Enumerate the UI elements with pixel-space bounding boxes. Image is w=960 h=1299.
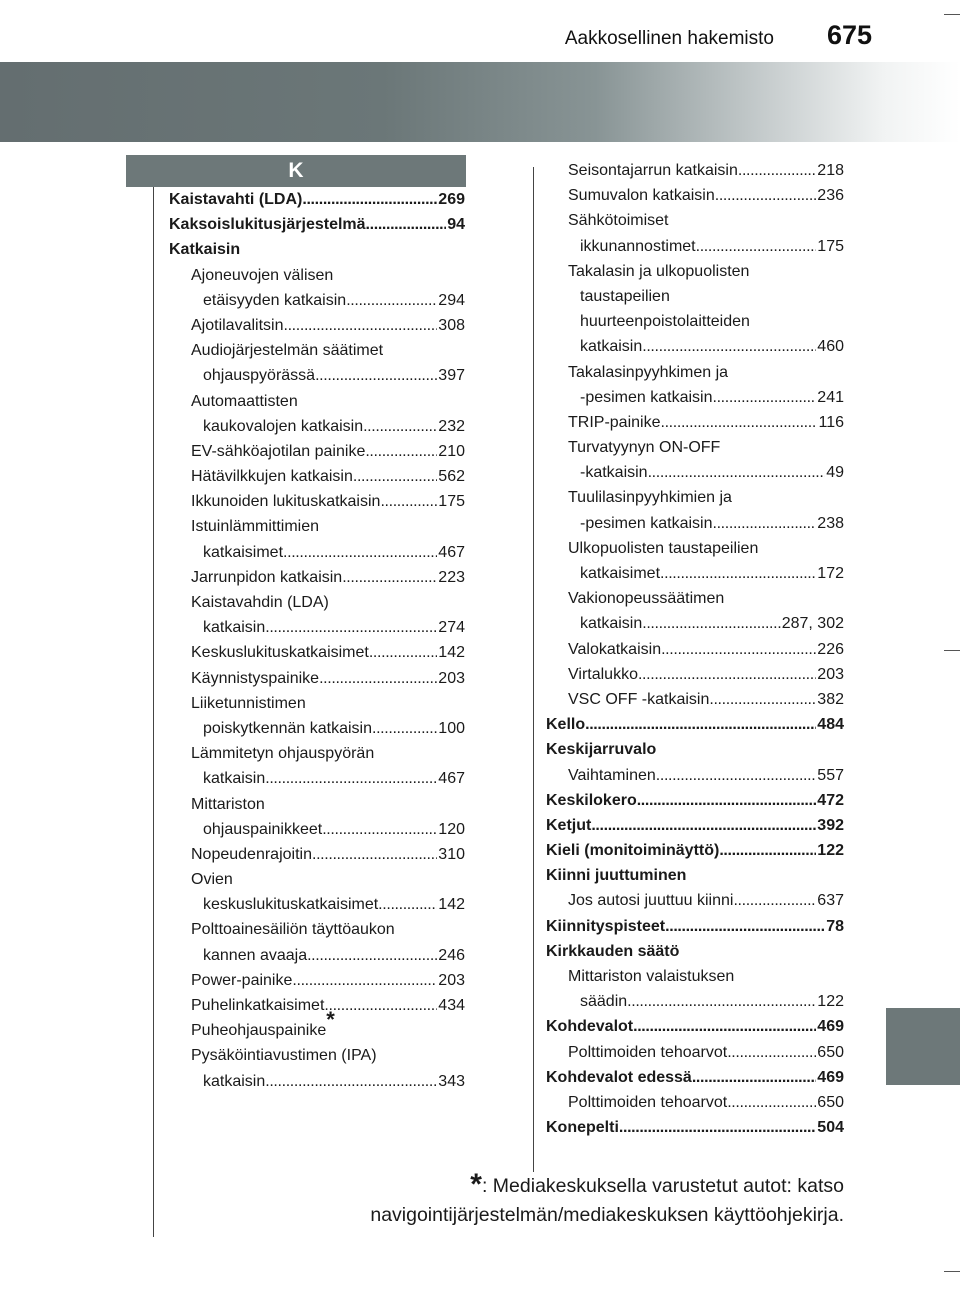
dot-leader	[380, 489, 437, 514]
entry-label: Polttimoiden tehoarvot	[568, 1043, 728, 1061]
entry-page-number: 382	[817, 690, 844, 708]
entry-page-number: 203	[817, 665, 844, 683]
index-entry	[546, 1115, 844, 1140]
entry-page-number: 210	[438, 442, 465, 460]
left-column-rule	[153, 187, 154, 1237]
index-entry	[546, 914, 844, 939]
index-entry	[169, 691, 465, 716]
index-entry	[546, 1040, 844, 1065]
entry-label: Hätävilkkujen katkaisin	[191, 468, 353, 486]
dot-leader	[283, 540, 437, 565]
entry-label: Kaistavahdin (LDA)	[191, 594, 329, 611]
header-band	[0, 62, 960, 142]
index-entry	[169, 666, 465, 691]
entry-label: Lämmitetyn ohjauspyörän	[191, 745, 375, 763]
entry-label: katkaisimet	[580, 565, 661, 582]
entry-label: TRIP-painike	[568, 413, 661, 431]
entry-label: Power-painike	[191, 971, 293, 989]
index-entry	[546, 435, 844, 460]
index-entry	[546, 485, 844, 510]
entry-page-number: 343	[438, 1072, 465, 1090]
entry-label: katkaisimet	[203, 543, 284, 561]
dot-leader	[322, 817, 437, 842]
dot-leader	[319, 666, 437, 691]
entry-label: Kaistavahti (LDA)	[169, 191, 303, 208]
entry-page-number: 472	[817, 791, 844, 809]
index-entry	[546, 838, 844, 863]
footnote-line-1	[370, 1170, 844, 1201]
entry-label: Kohdevalot edessä	[546, 1068, 692, 1086]
entry-label: huurteenpoistolaitteiden	[580, 313, 750, 331]
index-entry	[169, 237, 465, 262]
entry-label: Konepelti	[546, 1119, 619, 1137]
entry-page-number: 122	[817, 993, 844, 1011]
entry-label: taustapeilien	[580, 287, 670, 305]
entry-page-number: 172	[817, 565, 844, 582]
footnote-marker: *	[470, 1168, 482, 1201]
index-entry	[169, 741, 465, 766]
index-entry	[169, 439, 465, 464]
entry-label: Takalasin ja ulkopuolisten	[568, 262, 750, 280]
entry-label: Istuinlämmittimien	[191, 518, 320, 536]
dot-leader	[346, 288, 437, 313]
entry-label: ohjauspainikkeet	[203, 820, 323, 838]
entry-label: Ulkopuolisten taustapeilien	[568, 539, 759, 557]
entry-label: -katkaisin	[580, 464, 648, 482]
entry-page-number: 142	[438, 896, 465, 914]
entry-page-number: 236	[817, 187, 844, 205]
index-entry	[546, 158, 844, 183]
entry-page-number: 287, 302	[781, 615, 844, 633]
section-letter-heading: K	[126, 155, 466, 187]
entry-label: Puheohjauspainike	[191, 1022, 327, 1040]
entry-label: säädin	[580, 993, 628, 1011]
entry-label: Käynnistyspainike	[191, 669, 320, 687]
dot-leader	[656, 763, 817, 788]
entry-page-number: 100	[438, 719, 465, 737]
entry-page-number: 434	[438, 997, 465, 1014]
entry-page-number: 223	[438, 568, 465, 586]
entry-label: poiskytkennän katkaisin	[203, 719, 372, 737]
index-entry	[546, 410, 844, 435]
entry-page-number: 120	[438, 820, 465, 838]
entry-label: Ajoneuvojen välisen	[191, 266, 334, 284]
crop-mark	[944, 1271, 960, 1272]
index-entry	[169, 565, 465, 590]
dot-leader	[713, 385, 817, 410]
dot-leader	[591, 813, 816, 838]
entry-label: -pesimen katkaisin	[580, 514, 713, 532]
entry-page-number: 637	[817, 892, 844, 910]
index-entry	[546, 536, 844, 561]
index-entry	[546, 1065, 844, 1090]
index-entry	[169, 464, 465, 489]
entry-label: Kieli (monitoiminäyttö)	[546, 842, 720, 860]
entry-label: Vakionopeussäätimen	[568, 590, 725, 608]
index-entry	[169, 842, 465, 867]
dot-leader	[315, 363, 437, 388]
entry-page-number: 274	[438, 619, 465, 637]
dot-leader	[709, 687, 816, 712]
entry-label: Turvatyynyn ON-OFF	[568, 439, 721, 457]
entry-page-number: 116	[818, 413, 844, 431]
index-entry	[546, 687, 844, 712]
entry-label: Sumuvalon katkaisin	[568, 187, 715, 205]
dot-leader	[660, 561, 816, 586]
dot-leader	[633, 1014, 816, 1039]
index-entry	[546, 939, 844, 964]
dot-leader	[715, 183, 817, 208]
index-entry	[546, 385, 844, 410]
index-entry	[169, 817, 465, 842]
entry-label: keskuslukituskatkaisimet	[203, 896, 379, 914]
entry-page-number: 78	[826, 917, 844, 935]
dot-leader	[719, 838, 816, 863]
dot-leader	[369, 640, 437, 665]
entry-label: Automaattisten	[191, 392, 298, 410]
entry-label: Takalasinpyyhkimen ja	[568, 363, 729, 381]
dot-leader	[727, 1040, 816, 1065]
entry-label: EV-sähköajotilan painike	[191, 442, 366, 460]
entry-page-number: 557	[817, 766, 844, 784]
footnote-reference-marker: *	[326, 1007, 335, 1033]
dot-leader	[265, 615, 437, 640]
index-entry	[546, 989, 844, 1014]
dot-leader	[619, 1115, 816, 1140]
index-entry	[169, 363, 465, 388]
dot-leader	[372, 716, 437, 741]
dot-leader	[660, 410, 817, 435]
index-entry	[546, 284, 844, 309]
dot-leader	[692, 1065, 816, 1090]
index-entry	[169, 514, 465, 539]
dot-leader	[353, 464, 437, 489]
index-entry	[546, 737, 844, 762]
entry-label: Keskilokero	[546, 791, 637, 809]
index-entry	[169, 917, 465, 942]
index-entry	[546, 1090, 844, 1115]
index-entry	[546, 611, 844, 636]
index-entry	[546, 208, 844, 233]
index-entry	[546, 863, 844, 888]
entry-label: Kirkkauden säätö	[546, 942, 680, 960]
index-entry	[169, 540, 465, 565]
entry-label: -pesimen katkaisin	[580, 388, 713, 406]
index-entry	[546, 561, 844, 586]
entry-label: katkaisin	[580, 615, 643, 633]
dot-leader	[638, 662, 816, 687]
entry-label: Katkaisin	[169, 241, 241, 259]
entry-label: katkaisin	[580, 338, 643, 356]
dot-leader	[366, 212, 447, 237]
entry-label: Polttimoiden tehoarvot	[568, 1093, 728, 1111]
entry-page-number: 469	[817, 1018, 844, 1036]
index-entry	[169, 187, 465, 212]
index-entry	[169, 1069, 465, 1094]
entry-label: VSC OFF -katkaisin	[568, 690, 710, 708]
dot-leader	[733, 888, 816, 913]
crop-mark	[944, 650, 960, 651]
entry-page-number: 650	[817, 1043, 844, 1061]
entry-label: ikkunannostimet	[580, 237, 696, 255]
index-entry	[169, 338, 465, 363]
entry-label: Seisontajarrun katkaisin	[568, 162, 738, 179]
index-entry	[546, 360, 844, 385]
entry-label: Ajotilavalitsin	[191, 316, 284, 334]
index-entry	[169, 1043, 465, 1068]
index-entry	[169, 263, 465, 288]
index-entry	[546, 888, 844, 913]
entry-page-number: 562	[438, 468, 465, 486]
dot-leader	[363, 414, 437, 439]
entry-page-number: 246	[438, 946, 465, 964]
dot-leader	[665, 914, 825, 939]
index-entry	[546, 763, 844, 788]
dot-leader	[627, 989, 816, 1014]
index-entry	[546, 662, 844, 687]
index-entry	[169, 1007, 465, 1043]
index-entry	[169, 414, 465, 439]
entry-label: Puhelinkatkaisimet	[191, 997, 325, 1014]
index-entry	[169, 993, 465, 1018]
index-entry	[169, 389, 465, 414]
dot-leader	[696, 234, 817, 259]
entry-page-number: 142	[438, 644, 465, 662]
entry-page-number: 484	[817, 716, 844, 734]
entry-page-number: 397	[438, 367, 465, 385]
entry-page-number: 238	[817, 514, 844, 532]
index-entry	[546, 511, 844, 536]
index-entry	[169, 867, 465, 892]
entry-page-number: 310	[438, 845, 465, 863]
index-entry	[546, 234, 844, 259]
dot-leader	[637, 788, 817, 813]
footnote	[370, 1170, 844, 1230]
dot-leader	[378, 892, 437, 917]
index-entry	[169, 288, 465, 313]
entry-label: Jos autosi juuttuu kiinni	[568, 892, 734, 910]
entry-label: Kello	[546, 716, 586, 734]
index-column-right	[546, 158, 844, 1140]
index-entry	[169, 716, 465, 741]
entry-page-number: 467	[438, 770, 465, 788]
entry-label: Ketjut	[546, 816, 592, 834]
dot-leader	[265, 1069, 437, 1094]
entry-page-number: 232	[438, 417, 465, 435]
entry-label: ohjauspyörässä	[203, 367, 316, 385]
entry-label: kannen avaaja	[203, 946, 308, 964]
entry-page-number: 49	[826, 464, 844, 482]
entry-label: Ovien	[191, 871, 233, 889]
dot-leader	[283, 313, 437, 338]
index-entry	[546, 813, 844, 838]
header-title: Aakkosellinen hakemisto	[564, 28, 774, 49]
entry-page-number: 467	[438, 543, 465, 561]
entry-page-number: 269	[438, 191, 465, 208]
entry-page-number: 294	[438, 291, 465, 309]
index-entry	[546, 964, 844, 989]
index-entry	[169, 943, 465, 968]
entry-label: Keskuslukituskatkaisimet	[191, 644, 369, 662]
entry-label: Audiojärjestelmän säätimet	[191, 342, 384, 360]
entry-page-number: 94	[447, 216, 465, 234]
entry-page-number: 392	[817, 816, 844, 834]
dot-leader	[642, 334, 816, 359]
entry-page-number: 504	[817, 1119, 844, 1137]
dot-leader	[585, 712, 816, 737]
entry-page-number: 460	[817, 338, 844, 356]
footnote-text-1: : Mediakeskuksella varustetut autot: katso	[481, 1175, 844, 1197]
entry-label: Kohdevalot	[546, 1018, 634, 1036]
page-header	[0, 0, 960, 62]
entry-label: katkaisin	[203, 619, 266, 637]
entry-page-number: 175	[438, 493, 465, 511]
entry-label: katkaisin	[203, 1072, 266, 1090]
dot-leader	[713, 511, 817, 536]
index-entry	[169, 892, 465, 917]
entry-label: Kiinni juuttuminen	[546, 867, 687, 885]
entry-page-number: 241	[817, 388, 844, 406]
entry-page-number: 226	[817, 640, 844, 658]
entry-page-number: 218	[817, 162, 844, 179]
index-entry	[546, 259, 844, 284]
middle-column-rule	[533, 167, 534, 1172]
index-entry	[546, 183, 844, 208]
index-entry	[546, 712, 844, 737]
entry-page-number: 203	[438, 971, 465, 989]
entry-page-number: 122	[817, 842, 844, 860]
entry-page-number: 203	[438, 669, 465, 687]
entry-page-number: 175	[817, 237, 844, 255]
entry-label: Pysäköintiavustimen (IPA)	[191, 1047, 377, 1065]
index-entry	[169, 590, 465, 615]
entry-label: katkaisin	[203, 770, 266, 788]
entry-page-number: 469	[817, 1068, 844, 1086]
index-entry	[169, 792, 465, 817]
dot-leader	[302, 187, 437, 212]
index-entry	[546, 586, 844, 611]
dot-leader	[312, 842, 437, 867]
entry-label: Vaihtaminen	[568, 766, 656, 784]
dot-leader	[642, 611, 780, 636]
crop-mark	[944, 14, 960, 15]
dot-leader	[342, 565, 437, 590]
entry-label: Keskijarruvalo	[546, 741, 657, 759]
entry-label: Virtalukko	[568, 665, 638, 683]
index-entry	[546, 460, 844, 485]
entry-label: Nopeudenrajoitin	[191, 845, 312, 863]
index-entry	[169, 640, 465, 665]
dot-leader	[292, 968, 437, 993]
dot-leader	[738, 158, 816, 183]
index-entry	[546, 334, 844, 359]
entry-label: Mittariston valaistuksen	[568, 968, 735, 985]
index-entry	[169, 313, 465, 338]
dot-leader	[727, 1090, 816, 1115]
entry-page-number: 308	[438, 316, 465, 334]
page-number: 675	[826, 20, 872, 50]
dot-leader	[324, 993, 437, 1018]
entry-label: kaukovalojen katkaisin	[203, 417, 364, 435]
entry-label: Polttoainesäiliön täyttöaukon	[191, 921, 395, 939]
dot-leader	[648, 460, 826, 485]
entry-label: Kaksoislukitusjärjestelmä	[169, 216, 366, 234]
index-entry	[169, 489, 465, 514]
index-entry	[546, 1014, 844, 1039]
entry-label: Ikkunoiden lukituskatkaisin	[191, 493, 381, 511]
entry-label: Mittariston	[191, 795, 265, 813]
entry-label: Kiinnityspisteet	[546, 917, 666, 935]
entry-label: etäisyyden katkaisin	[203, 291, 347, 309]
thumb-index-tab	[886, 1008, 960, 1085]
entry-label: Jarrunpidon katkaisin	[191, 568, 343, 586]
dot-leader	[265, 766, 437, 791]
footnote-line-2: navigointijärjestelmän/mediakeskuksen käyttöohjekirja.	[370, 1204, 844, 1226]
entry-page-number: 650	[817, 1093, 844, 1111]
dot-leader	[307, 943, 437, 968]
entry-label: Sähkötoimiset	[568, 212, 669, 230]
dot-leader	[661, 637, 816, 662]
entry-label: Tuulilasinpyyhkimien ja	[568, 489, 732, 507]
index-entry	[546, 788, 844, 813]
index-entry	[169, 212, 465, 237]
index-entry	[169, 615, 465, 640]
index-entry	[169, 968, 465, 993]
index-column-left	[169, 187, 465, 1094]
index-entry	[546, 637, 844, 662]
dot-leader	[365, 439, 437, 464]
entry-label: Valokatkaisin	[568, 640, 662, 658]
index-entry	[169, 766, 465, 791]
index-entry	[546, 309, 844, 334]
entry-label: Liiketunnistimen	[191, 694, 306, 712]
